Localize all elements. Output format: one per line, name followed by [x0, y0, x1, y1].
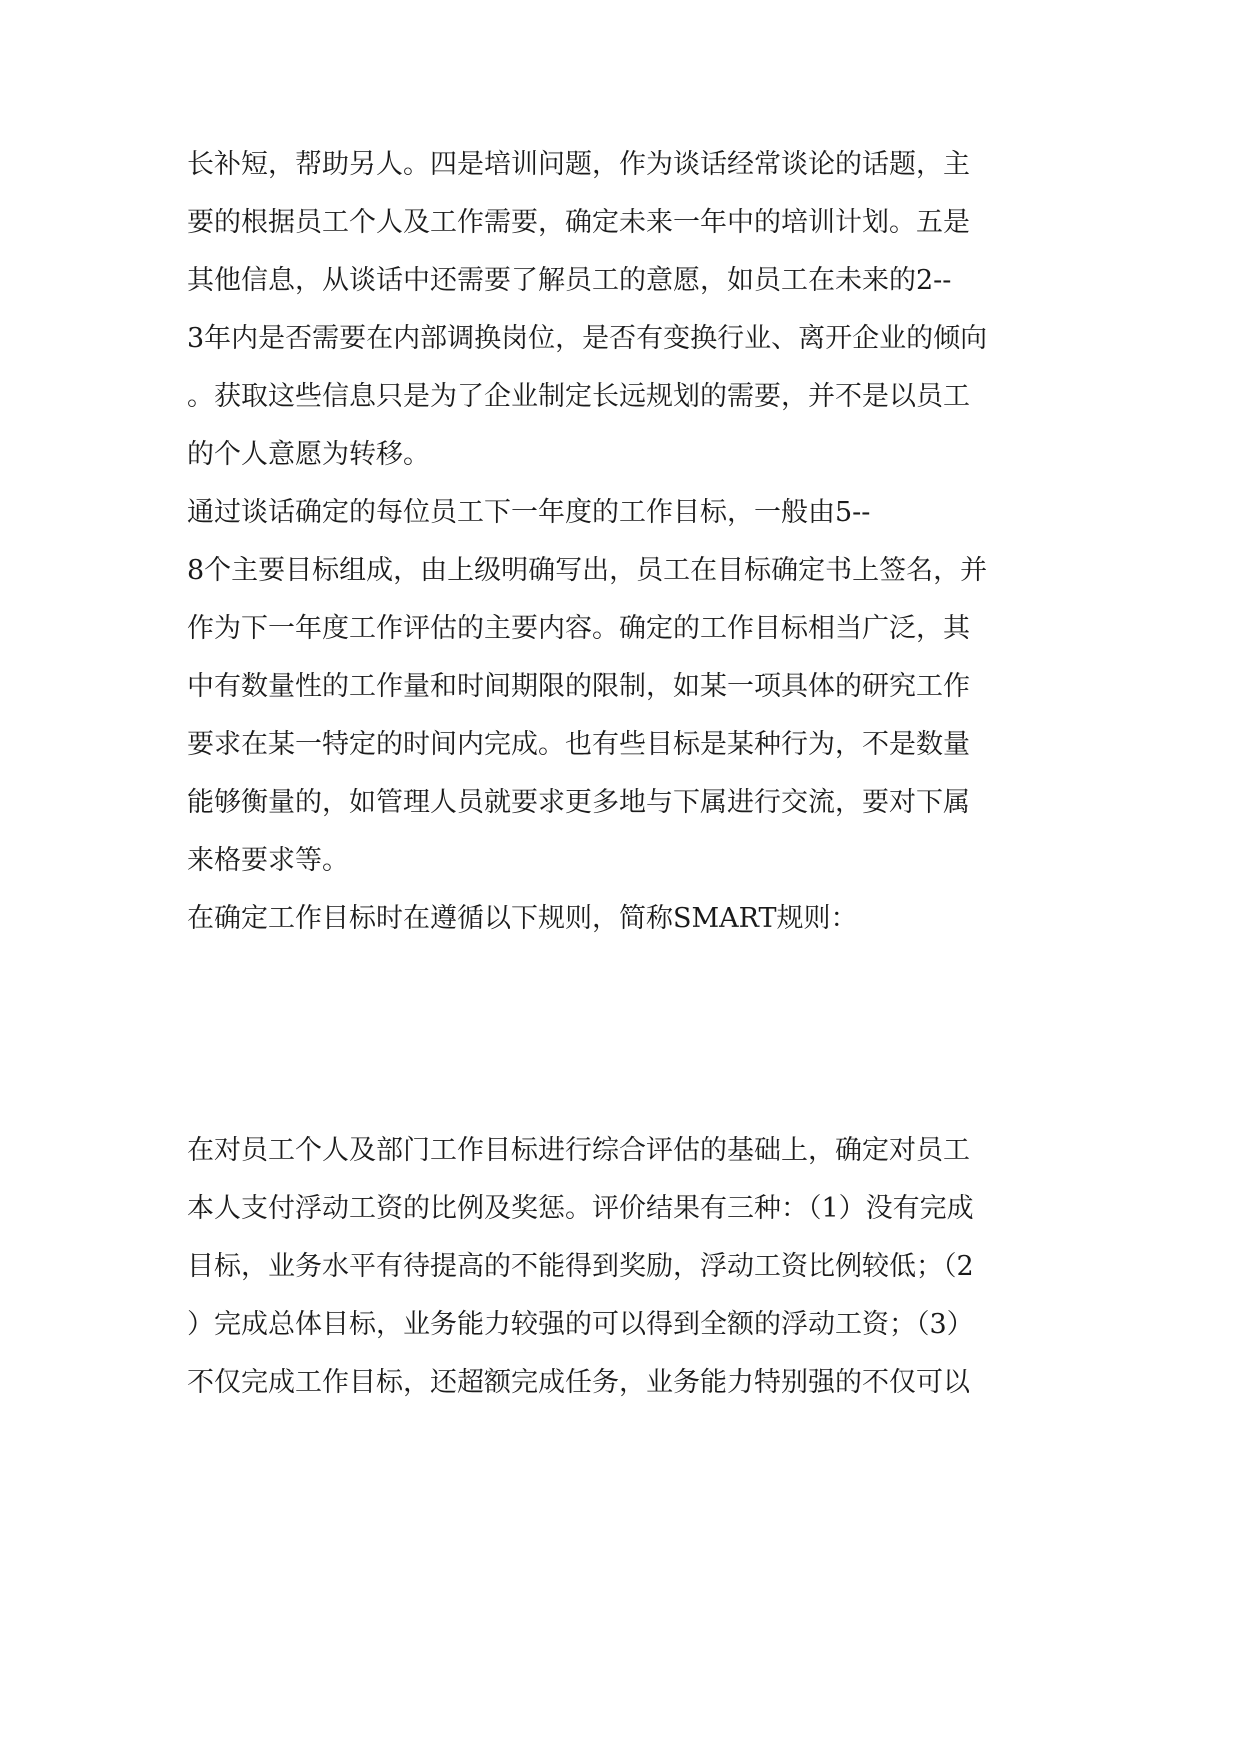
text-line: 目标，业务水平有待提高的不能得到奖励，浮动工资比例较低；（2	[187, 1251, 974, 1282]
text-line: 8个主要目标组成，由上级明确写出，员工在目标确定书上签名，并	[187, 555, 988, 586]
text-line: ）完成总体目标，业务能力较强的可以得到全额的浮动工资；（3）	[187, 1309, 974, 1340]
text-line: 作为下一年度工作评估的主要内容。确定的工作目标相当广泛，其	[187, 613, 970, 644]
text-line: 的个人意愿为转移。	[187, 439, 430, 470]
text-line: 通过谈话确定的每位员工下一年度的工作目标，一般由5--	[187, 497, 871, 528]
text-line: 来格要求等。	[187, 845, 349, 876]
text-line: 能够衡量的，如管理人员就要求更多地与下属进行交流，要对下属	[187, 787, 970, 818]
text-line: 本人支付浮动工资的比例及奖惩。评价结果有三种：（1）没有完成	[187, 1193, 974, 1224]
text-line: 。获取这些信息只是为了企业制定长远规划的需要，并不是以员工	[187, 381, 970, 412]
text-line: 其他信息，从谈话中还需要了解员工的意愿，如员工在未来的2--	[187, 265, 952, 296]
text-line: 要求在某一特定的时间内完成。也有些目标是某种行为，不是数量	[187, 729, 970, 760]
text-line: 要的根据员工个人及工作需要，确定未来一年中的培训计划。五是	[187, 207, 970, 238]
text-line: 长补短，帮助另人。四是培训问题，作为谈话经常谈论的话题，主	[187, 149, 970, 180]
text-line: 在确定工作目标时在遵循以下规则，简称SMART规则：	[187, 903, 858, 934]
text-line: 3年内是否需要在内部调换岗位，是否有变换行业、离开企业的倾向	[187, 323, 988, 354]
text-line: 中有数量性的工作量和时间期限的限制，如某一项具体的研究工作	[187, 671, 970, 702]
text-line: 在对员工个人及部门工作目标进行综合评估的基础上，确定对员工	[187, 1135, 970, 1166]
text-line: 不仅完成工作目标，还超额完成任务，业务能力特别强的不仅可以	[187, 1367, 970, 1398]
